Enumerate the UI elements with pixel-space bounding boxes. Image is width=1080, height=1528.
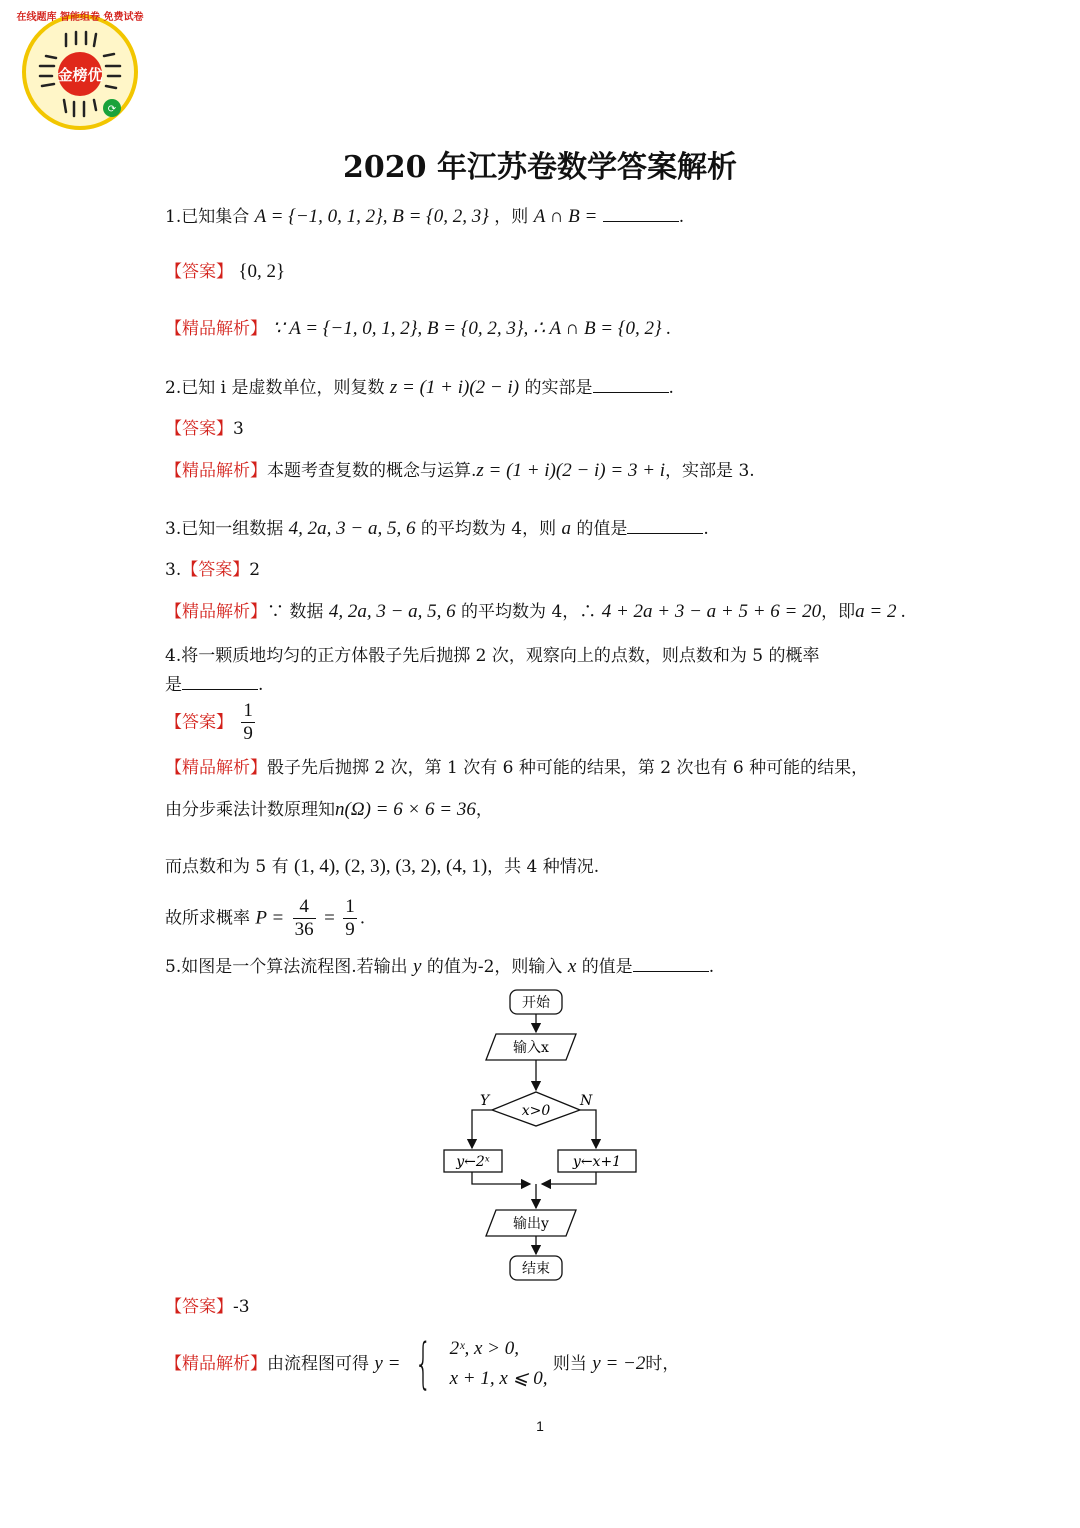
question-1: 1.已知集合 A = {−1, 0, 1, 2}, B = {0, 2, 3} ，则 A ∩ B = . xyxy=(165,203,684,230)
q4-fraction-2-numerator: 1 xyxy=(345,896,355,917)
q4-analysis-line1 xyxy=(165,755,868,781)
answer-blank xyxy=(593,374,669,393)
q5-analysis-line xyxy=(165,1334,679,1394)
q3-analysis-mid: 的平均数为 4，∴ xyxy=(461,602,597,622)
q4-text-line2: 是 xyxy=(165,675,182,695)
q2-analysis-post: ，实部是 3. xyxy=(665,461,755,481)
analysis-label: 【精品解析】 xyxy=(165,461,267,481)
q5-text: 5.如图是一个算法流程图.若输出 xyxy=(165,957,408,977)
q5-answer-line xyxy=(165,1294,250,1320)
q3-answer: 2 xyxy=(249,560,261,580)
q3-analysis-math: 4, 2a, 3 − a, 5, 6 xyxy=(328,601,456,622)
q4-analysis-line2-math: n(Ω) = 6 × 6 = 36 xyxy=(335,799,476,820)
q3-math: 4, 2a, 3 − a, 5, 6 xyxy=(288,518,416,539)
brand-logo xyxy=(16,4,144,132)
answer-blank xyxy=(603,203,679,222)
q4-analysis-line1-text: 骰子先后抛掷 2 次，第 1 次有 6 种可能的结果，第 2 次也有 6 种可能的结果， xyxy=(267,758,869,778)
question-5: 5.如图是一个算法流程图.若输出 y 的值为-2，则输入 x 的值是 . xyxy=(165,953,714,980)
answer-label: 【答案】 xyxy=(165,1297,233,1317)
q4-answer-numerator: 1 xyxy=(243,700,253,721)
flow-start: 开始 xyxy=(522,995,550,1011)
q4-text-line1: 4.将一颗质地均匀的正方体骰子先后抛掷 2 次，观察向上的点数，则点数和为 5 的概率 xyxy=(165,646,820,666)
q1-math: A = {−1, 0, 1, 2}, B = {0, 2, 3} xyxy=(254,206,489,227)
q5-analysis-lhs: y = xyxy=(374,1353,401,1374)
flow-yes-label: Y xyxy=(480,1093,490,1109)
answer-label: 【答案】 xyxy=(165,262,233,282)
answer-blank xyxy=(627,515,703,534)
flow-condition: x>0 xyxy=(521,1103,551,1119)
question-2: 2.已知 i 是虚数单位，则复数 z = (1 + i)(2 − i) 的实部是 . xyxy=(165,374,674,401)
q5-analysis-post-pre: 则当 xyxy=(552,1354,587,1374)
q5-analysis-post-math: y = −2 xyxy=(592,1353,646,1374)
q5-text-post: 的值是 xyxy=(581,957,633,977)
logo-brand-text: 金榜优 xyxy=(57,66,103,84)
q5-answer: -3 xyxy=(233,1297,250,1317)
q4-answer-fraction xyxy=(241,700,255,745)
page-title: 2020 年江苏卷数学答案解析 xyxy=(343,150,737,185)
q4-analysis-line2 xyxy=(165,797,493,823)
q3-text: 3.已知一组数据 xyxy=(165,519,284,539)
flow-right-text: y←x+1 xyxy=(572,1154,622,1170)
q4-fraction-1-numerator: 4 xyxy=(293,896,316,919)
q5-math-x: x xyxy=(567,956,577,977)
flow-end: 结束 xyxy=(522,1261,550,1277)
flow-output: 输出y xyxy=(513,1216,549,1232)
q5-case-1: 2ˣ, x > 0, xyxy=(449,1338,519,1359)
answer-label: 【答案】 xyxy=(165,419,233,439)
q4-fraction-2 xyxy=(343,896,357,941)
brace-symbol: { xyxy=(414,1332,432,1395)
answer-label: 【答案】 xyxy=(181,560,250,580)
q3-math2: a xyxy=(561,518,572,539)
q3-analysis-math3: a = 2 . xyxy=(855,601,906,622)
piecewise-cases xyxy=(446,1334,548,1394)
algorithm-flowchart xyxy=(430,986,660,1290)
answer-blank xyxy=(633,953,709,972)
q3-answer-prefix: 3. xyxy=(165,560,182,580)
q5-analysis-post: 时， xyxy=(645,1354,680,1374)
q3-text-post: 的值是 xyxy=(576,519,628,539)
q4-analysis-line3-post: ，共 4 种情况. xyxy=(487,857,600,877)
question-4 xyxy=(165,643,819,669)
analysis-label: 【精品解析】 xyxy=(165,1354,267,1374)
q2-text-post: 的实部是 xyxy=(524,378,593,398)
q4-analysis-line4-pre: 故所求概率 xyxy=(165,908,250,929)
q4-analysis-line2-pre: 由分步乘法计数原理知 xyxy=(165,800,335,820)
q2-answer: 3 xyxy=(233,419,244,439)
q4-analysis-line3-math: (1, 4), (2, 3), (3, 2), (4, 1) xyxy=(294,856,488,877)
q1-math2: A ∩ B = xyxy=(533,206,598,227)
flow-no-label: N xyxy=(580,1093,593,1109)
q3-analysis-line xyxy=(165,599,906,625)
q1-analysis: ∵ A = {−1, 0, 1, 2}, B = {0, 2, 3}, ∴ A ∩ B = {0, 2} . xyxy=(272,318,672,339)
flow-input: 输入x xyxy=(513,1040,549,1056)
answer-label: 【答案】 xyxy=(165,712,233,733)
q2-answer-line xyxy=(165,416,244,442)
q1-text: 1.已知集合 xyxy=(165,207,250,227)
q2-math: z = (1 + i)(2 − i) xyxy=(389,377,520,398)
page-number: 1 xyxy=(536,1418,544,1434)
q4-probability-lhs: P = xyxy=(255,907,285,929)
q3-text-mid: 的平均数为 4，则 xyxy=(420,519,557,539)
q5-case-2: x + 1, x ⩽ 0, xyxy=(449,1368,548,1389)
q1-answer: {0, 2} xyxy=(238,261,286,282)
q2-analysis-text: 本题考查复数的概念与运算. xyxy=(267,461,477,481)
q4-fraction-1-denominator: 36 xyxy=(294,919,314,940)
analysis-label: 【精品解析】 xyxy=(165,758,267,778)
q3-analysis-math2: 4 + 2a + 3 − a + 5 + 6 = 20 xyxy=(601,601,822,622)
q4-fraction-1 xyxy=(293,896,316,941)
svg-text:⟳: ⟳ xyxy=(107,104,117,115)
q1-text-mid: ，则 xyxy=(494,207,529,227)
q2-analysis-math: z = (1 + i)(2 − i) = 3 + i xyxy=(476,460,666,481)
q5-math-y: y xyxy=(413,956,422,977)
q3-analysis-pre: ∵ 数据 xyxy=(267,602,324,622)
q4-answer-line xyxy=(165,700,258,745)
q1-analysis-line xyxy=(165,316,671,342)
q4-analysis-line3-pre: 而点数和为 5 有 xyxy=(165,857,289,877)
q4-analysis-line3 xyxy=(165,854,599,880)
analysis-label: 【精品解析】 xyxy=(165,319,267,339)
q2-text: 2.已知 i 是虚数单位，则复数 xyxy=(165,378,385,398)
analysis-label: 【精品解析】 xyxy=(165,602,267,622)
q4-fraction-2-denominator: 9 xyxy=(345,919,355,940)
q4-analysis-line4: 故所求概率 P = $\frac{4}{36}$ = $\frac{1}{9}$ . xyxy=(165,896,366,940)
question-4-line2: 是 . xyxy=(165,671,263,698)
q4-analysis-line2-post: ， xyxy=(475,800,493,820)
q3-analysis-mid2: ，即 xyxy=(821,602,856,622)
q1-answer-line xyxy=(165,259,285,285)
answer-blank xyxy=(182,671,258,690)
q5-analysis-pre: 由流程图可得 xyxy=(267,1354,369,1374)
q4-answer-denominator: 9 xyxy=(243,723,253,744)
question-3: 3.已知一组数据 4, 2a, 3 − a, 5, 6 的平均数为 4，则 a 的值是 . xyxy=(165,515,709,542)
q3-answer-line xyxy=(165,557,260,583)
logo-top-text: 在线题库 智能组卷 免费试卷 xyxy=(16,12,144,23)
q5-text-mid: 的值为-2，则输入 xyxy=(426,957,563,977)
flow-left-text: y←2ˣ xyxy=(456,1154,490,1170)
q2-analysis-line xyxy=(165,458,755,484)
